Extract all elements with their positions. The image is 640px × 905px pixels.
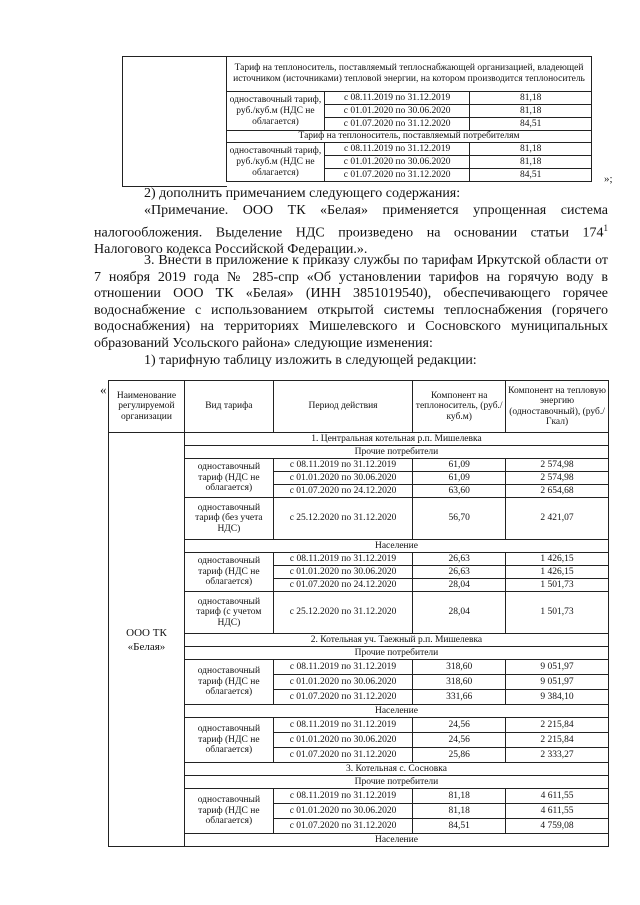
paragraph-note (94, 203, 608, 258)
value-cell: 81,18 (470, 92, 592, 105)
type-label: одноставочный тариф, руб./куб.м (НДС не облагается) (227, 143, 325, 182)
type-label: одноставочный тариф (НДС не облагается) (184, 660, 273, 705)
period-cell: с 08.11.2019 по 31.12.2019 (273, 553, 412, 566)
period-cell: с 08.11.2019 по 31.12.2019 (324, 143, 470, 156)
period-cell: с 01.01.2020 по 30.06.2020 (273, 675, 412, 690)
period-cell: с 08.11.2019 по 31.12.2019 (273, 660, 412, 675)
open-quote-mark: « (100, 382, 107, 397)
type-label: одноставочный тариф (НДС не облагается) (184, 718, 273, 763)
period-cell: с 01.01.2020 по 30.06.2020 (324, 105, 470, 118)
paragraph-2: 2) дополнить примечанием следующего содержания: (144, 186, 461, 201)
value-cell: 84,51 (470, 118, 592, 131)
org-name: ООО ТК «Белая» (109, 433, 185, 847)
comp2-cell: 9 384,10 (506, 690, 609, 705)
value-cell: 84,51 (470, 169, 592, 182)
type-label: одноставочный тариф (НДС не облагается) (184, 789, 273, 834)
comp1-cell: 26,63 (413, 566, 506, 579)
comp1-cell: 81,18 (413, 804, 506, 819)
period-cell: с 01.07.2020 по 31.12.2020 (273, 748, 412, 763)
period-cell: с 01.07.2020 по 31.12.2020 (273, 819, 412, 834)
header-period: Период действия (273, 381, 412, 433)
header-comp2: Компонент на тепловую энергию (одноставочный), (руб./Гкал) (506, 381, 609, 433)
comp1-cell: 61,09 (413, 459, 506, 472)
top-table-left-frame (122, 56, 227, 187)
group-title: Население (184, 705, 608, 718)
comp1-cell: 24,56 (413, 718, 506, 733)
period-cell: с 01.01.2020 по 30.06.2020 (273, 472, 412, 485)
header-type: Вид тарифа (184, 381, 273, 433)
section-title: 2. Котельная уч. Таежный р.п. Мишелевка (184, 634, 608, 647)
type-label: одноставочный тариф (НДС не облагается) (184, 459, 273, 498)
comp2-cell: 1 501,73 (506, 592, 609, 634)
type-label: одноставочный тариф, руб./куб.м (НДС не облагается) (227, 92, 325, 131)
group-title: Прочие потребители (184, 647, 608, 660)
period-cell: с 01.01.2020 по 30.06.2020 (273, 566, 412, 579)
paragraph-3: 3. Внести в приложение к приказу службы по тарифам Иркутской области от 7 ноября 2019 года № 285-спр «Об установлении тарифов на горячую воду в отношении ООО ТК «Белая» (ИНН 3851019540), обеспечивающего горячее водоснабжение с использованием открытой системы теплоснабжения (горячего водоснабжения) на территориях Мишелевского и Сосновского муниципальных образований Усольского района» следующие изменения: (94, 253, 608, 351)
comp1-cell: 25,86 (413, 748, 506, 763)
main-tariff-table (108, 380, 609, 847)
header-org: Наименование регулируемой организации (109, 381, 185, 433)
comp2-cell: 2 654,68 (506, 485, 609, 498)
type-label: одноставочный тариф (с учетом НДС) (184, 592, 273, 634)
comp1-cell: 84,51 (413, 819, 506, 834)
group-title: Население (184, 834, 608, 847)
comp1-cell: 28,04 (413, 579, 506, 592)
comp2-cell: 9 051,97 (506, 675, 609, 690)
section-title: 3. Котельная с. Сосновка (184, 763, 608, 776)
period-cell: с 01.07.2020 по 24.12.2020 (273, 579, 412, 592)
period-cell: с 01.07.2020 по 31.12.2020 (324, 169, 470, 182)
note-text-end: Налогового кодекса Российской Федерации.». (94, 241, 368, 257)
comp2-cell: 1 501,73 (506, 579, 609, 592)
note-text: «Примечание. ООО ТК «Белая» применяется упрощенная система налогообложения. Выделение НДС произведено на основании статьи 174 (94, 203, 608, 241)
comp1-cell: 61,09 (413, 472, 506, 485)
period-cell: с 01.01.2020 по 30.06.2020 (324, 156, 470, 169)
comp2-cell: 1 426,15 (506, 566, 609, 579)
comp1-cell: 26,63 (413, 553, 506, 566)
period-cell: с 01.07.2020 по 31.12.2020 (324, 118, 470, 131)
type-label: одноставочный тариф (без учета НДС) (184, 498, 273, 540)
value-cell: 81,18 (470, 143, 592, 156)
comp1-cell: 318,60 (413, 660, 506, 675)
comp2-cell: 4 759,08 (506, 819, 609, 834)
comp2-cell: 2 215,84 (506, 718, 609, 733)
period-cell: с 01.01.2020 по 30.06.2020 (273, 733, 412, 748)
period-cell: с 08.11.2019 по 31.12.2019 (273, 718, 412, 733)
top-tariff-table (226, 56, 592, 182)
value-cell: 81,18 (470, 156, 592, 169)
period-cell: с 08.11.2019 по 31.12.2019 (273, 789, 412, 804)
period-cell: с 01.07.2020 по 24.12.2020 (273, 485, 412, 498)
period-cell: с 08.11.2019 по 31.12.2019 (324, 92, 470, 105)
group-title: Прочие потребители (184, 776, 608, 789)
header-comp1: Компонент на теплоноситель, (руб./куб.м) (413, 381, 506, 433)
note-sup: 1 (603, 222, 608, 233)
comp1-cell: 63,60 (413, 485, 506, 498)
top-table-title: Тариф на теплоноситель, поставляемый теплоснабжающей организацией, владеющей источником (источниками) тепловой энергии, на котором производится теплоноситель (227, 57, 592, 92)
section-title: 1. Центральная котельная р.п. Мишелевка (184, 433, 608, 446)
period-cell: с 01.07.2020 по 31.12.2020 (273, 690, 412, 705)
group-title: Прочие потребители (184, 446, 608, 459)
comp2-cell: 2 574,98 (506, 459, 609, 472)
group-title: Население (184, 540, 608, 553)
comp2-cell: 2 574,98 (506, 472, 609, 485)
type-label: одноставочный тариф (НДС не облагается) (184, 553, 273, 592)
comp1-cell: 56,70 (413, 498, 506, 540)
comp2-cell: 4 611,55 (506, 804, 609, 819)
period-cell: с 25.12.2020 по 31.12.2020 (273, 592, 412, 634)
period-cell: с 08.11.2019 по 31.12.2019 (273, 459, 412, 472)
comp2-cell: 2 421,07 (506, 498, 609, 540)
value-cell: 81,18 (470, 105, 592, 118)
comp1-cell: 331,66 (413, 690, 506, 705)
period-cell: с 25.12.2020 по 31.12.2020 (273, 498, 412, 540)
comp2-cell: 4 611,55 (506, 789, 609, 804)
comp1-cell: 24,56 (413, 733, 506, 748)
comp2-cell: 2 215,84 (506, 733, 609, 748)
comp2-cell: 2 333,27 (506, 748, 609, 763)
comp1-cell: 318,60 (413, 675, 506, 690)
paragraph-4: 1) тарифную таблицу изложить в следующей редакции: (144, 353, 477, 368)
comp2-cell: 1 426,15 (506, 553, 609, 566)
top-table-subtitle: Тариф на теплоноситель, поставляемый потребителям (227, 131, 592, 143)
comp1-cell: 81,18 (413, 789, 506, 804)
close-quote-mark: »; (604, 173, 613, 185)
comp1-cell: 28,04 (413, 592, 506, 634)
period-cell: с 01.01.2020 по 30.06.2020 (273, 804, 412, 819)
comp2-cell: 9 051,97 (506, 660, 609, 675)
